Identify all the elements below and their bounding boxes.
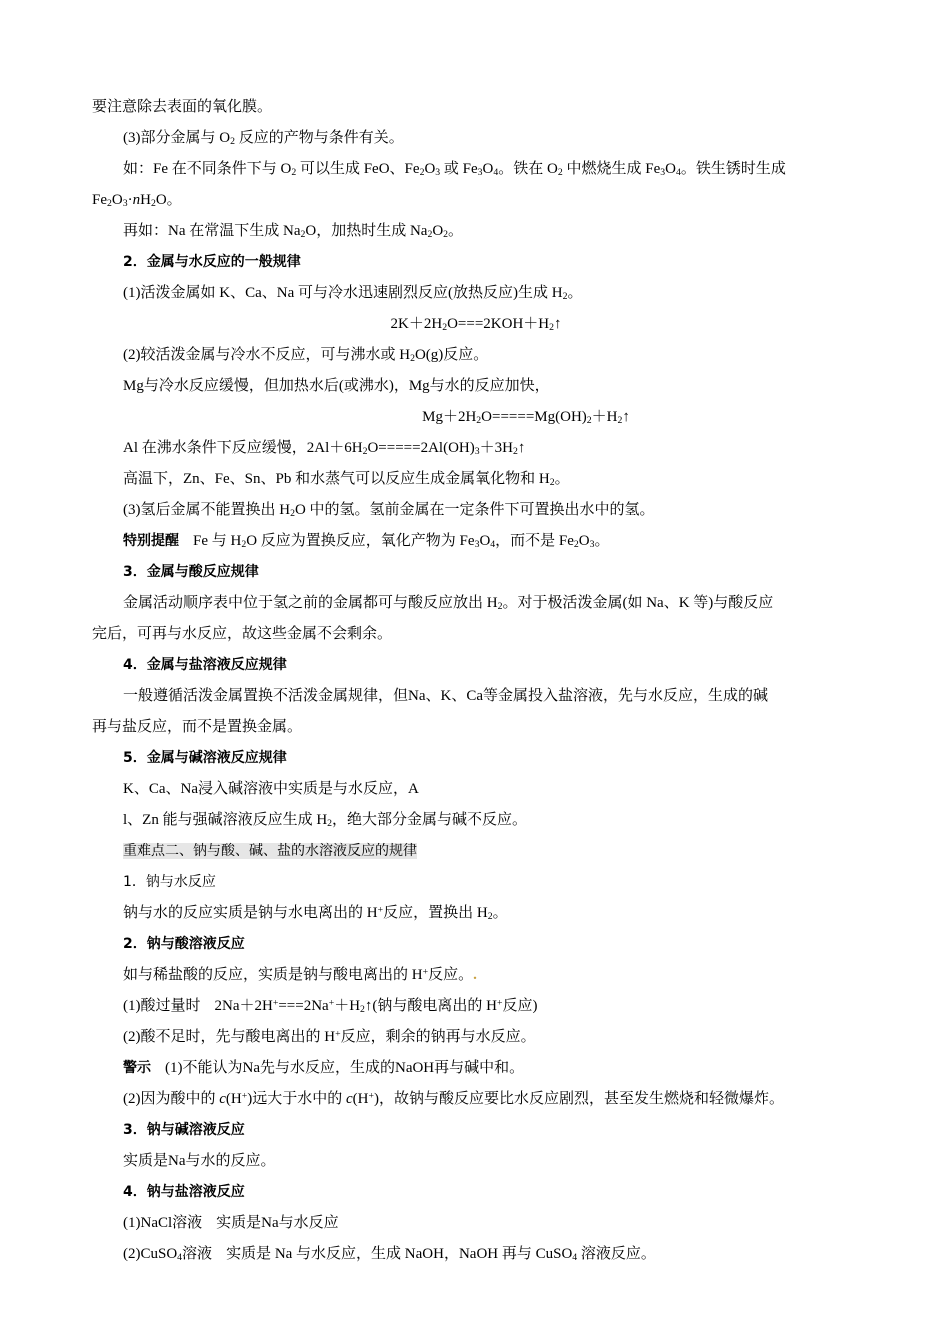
special-note-label: 特别提醒 [123,533,179,549]
heading-sodium-base: 3．钠与碱溶液反应 [123,1122,245,1138]
paragraph-base-2: l、Zn 能与强碱溶液反应生成 $H_2$，绝大部分金属与碱不反应。 [123,812,528,829]
nacl-label: (1)NaCl溶液 [123,1215,203,1231]
heading-sodium-water: 1．钠与水反应 [123,874,216,890]
heading-sodium-acid: 2．钠与酸溶液反应 [123,936,245,952]
paragraph-mg: Mg与冷水反应缓慢，但加热水后(或沸水)，Mg与水的反应加快， [123,378,550,394]
paragraph-sodium-base: 实质是Na与水的反应。 [123,1153,276,1169]
paragraph-salt-2: 再与盐反应，而不是置换金属。 [92,719,303,735]
heading-metal-acid: 3．金属与酸反应规律 [123,564,259,580]
paragraph-al: Al 在沸水条件下反应缓慢，$2Al+6H_2O=====2Al(OH)_3+3H_2↑$ [123,440,526,457]
equation-mg-water: $Mg+2H_2O=====Mg(OH)_2+H_2↑$ [422,409,630,426]
paragraph-fe-example-cont: $Fe_2O_3\cdot nH_2O$。 [92,192,182,209]
warning-text: (1)不能认为Na先与水反应，生成的NaOH再与碱中和。 [165,1060,525,1076]
paragraph-sodium-water: 钠与水的反应实质是钠与水电离出的 H+反应，置换出 $H_2$。 [123,904,508,922]
document-page [92,92,860,1270]
paragraph-sodium-acid: 如与稀盐酸的反应，实质是钠与酸电离出的 H+反应。. [123,966,477,983]
heading-metal-water: 2．金属与水反应的一般规律 [123,254,301,270]
paragraph-active-metals: (1)活泼金属如 K、Ca、Na 可与冷水迅速剧烈反应(放热反应)生成 $H_2$。 [123,285,583,302]
special-note: 特别提醒 Fe 与 $H_2O$ 反应为置换反应，氧化产物为 $Fe_3O_4$，而不是 $Fe_2O_3$。 [123,533,610,550]
paragraph-nacl [92,1208,860,1239]
paragraph-high-temp: 高温下，Zn、Fe、Sn、Pb 和水蒸气可以反应生成金属氧化物和 $H_2$。 [123,471,570,488]
paragraph-acid-2: 完后，可再与水反应，故这些金属不会剩余。 [92,626,393,642]
paragraph-acid-excess: (1)酸过量时 $2Na+2H^+===2Na^++H_2↑$(钠与酸电离出的 H+反应) [123,997,538,1015]
paragraph-hydrogen-order: (3)氢后金属不能置换出 $H_2O$ 中的氢。氢前金属在一定条件下可置换出水中的氢。 [123,502,655,519]
section-title-sodium [92,836,860,867]
paragraph-base-1: K、Ca、Na浸入碱溶液中实质是与水反应，A [123,781,419,797]
warning-label: 警示 [123,1060,151,1076]
warning-note [92,1053,860,1084]
stray-mark: . [473,967,477,983]
heading-metal-base: 5．金属与碱溶液反应规律 [123,750,287,766]
heading-metal-salt: 4．金属与盐溶液反应规律 [123,657,287,673]
paragraph-less-active: (2)较活泼金属与冷水不反应，可与沸水或 $H_2O(g)$反应。 [123,347,489,364]
equation-k-water: $2K+2H_2O===2KOH+H_2↑$ [390,316,562,333]
paragraph-acid-insufficient: (2)酸不足时，先与酸电离出的 H+反应，剩余的钠再与水反应。 [123,1028,536,1045]
paragraph-concentration: (2)因为酸中的 c(H+)远大于水中的 c(H+)，故钠与酸反应要比水反应剧烈，甚至发生燃烧和轻微爆炸。 [123,1090,784,1107]
heading-sodium-salt: 4．钠与盐溶液反应 [123,1184,245,1200]
paragraph-o2-conditions: (3)部分金属与 $O_2$ 反应的产物与条件有关。 [123,130,404,147]
paragraph-acid-1: 金属活动顺序表中位于氢之前的金属都可与酸反应放出 $H_2$。对于极活泼金属(如 Na、K 等)与酸反应 [123,595,774,612]
paragraph-na-example: 再如：Na 在常温下生成 $Na_2O$，加热时生成 $Na_2O_2$。 [123,223,464,240]
paragraph-salt-1: 一般遵循活泼金属置换不活泼金属规律，但Na、K、Ca等金属投入盐溶液，先与水反应，生成的碱 [123,688,768,704]
section-title-text: 重难点二、钠与酸、碱、盐的水溶液反应的规律 [123,843,417,859]
paragraph-cuso4: (2)CuSO$_4$溶液 实质是 Na 与水反应，生成 NaOH，NaOH 再与 CuSO$_4$ 溶液反应。 [123,1246,656,1263]
paragraph-fe-example: 如：Fe 在不同条件下与 $O_2$ 可以生成 FeO、$Fe_2O_3$ 或 $Fe_3O_4$。铁在 $O_2$ 中燃烧生成 $Fe_3O_4$。铁生锈时生成 [123,161,786,178]
nacl-text: 实质是Na与水反应 [216,1215,339,1231]
paragraph-oxide-film: 要注意除去表面的氧化膜。 [92,99,273,115]
